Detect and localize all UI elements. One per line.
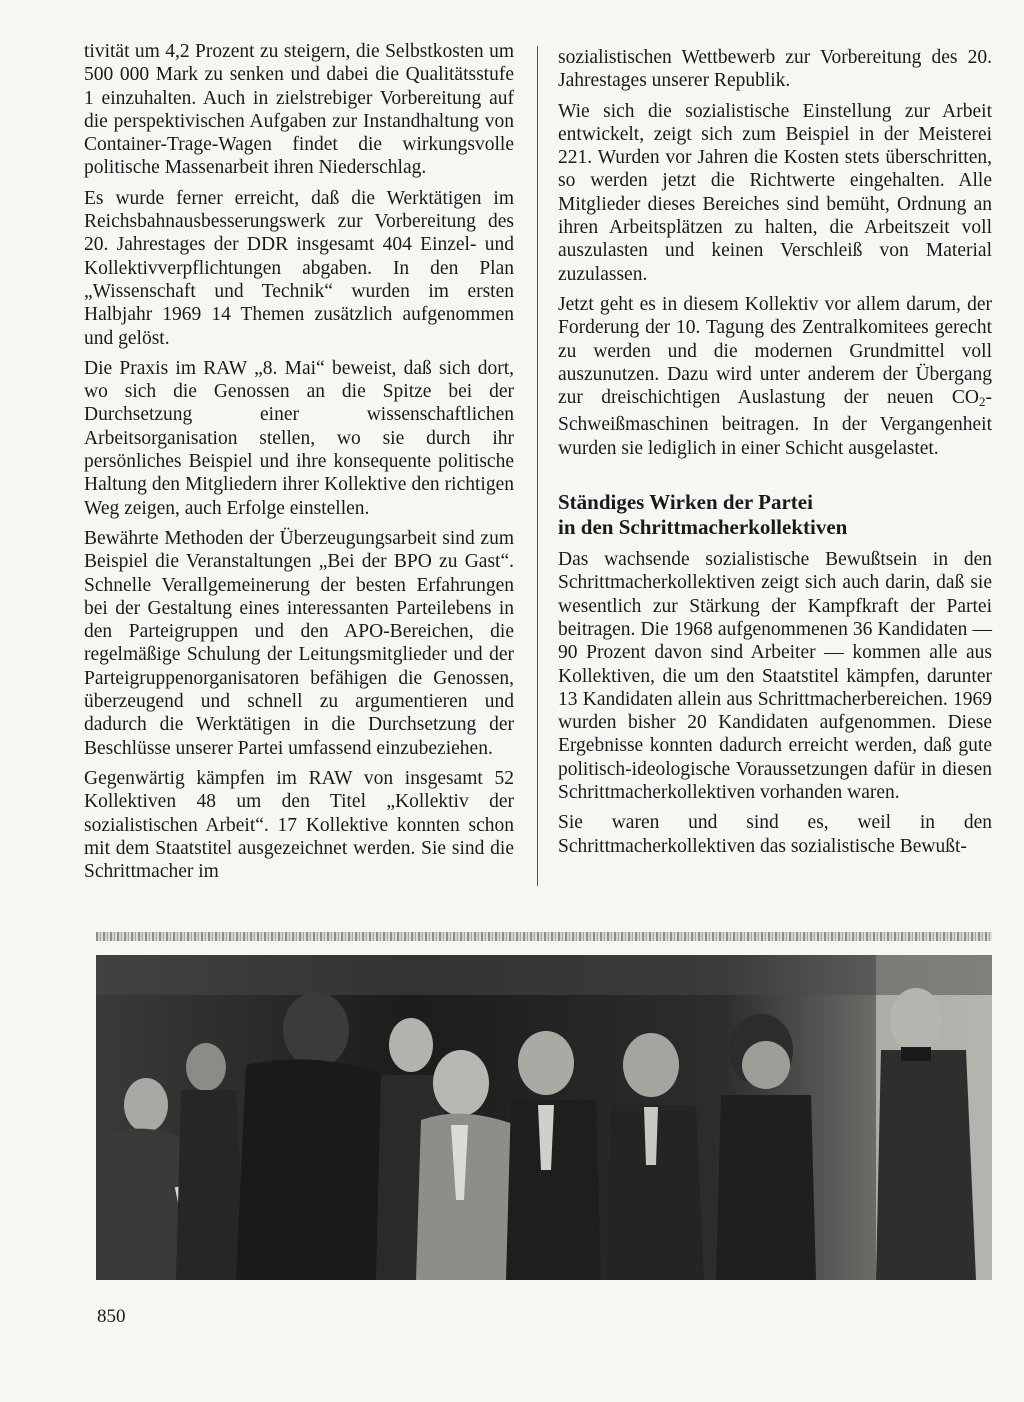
left-paragraph-3: Die Praxis im RAW „8. Mai“ beweist, daß sich dort, wo sich die Genossen an die Spitze bei der Durchsetzung einer wissenschaftlichen Arbeitsorganisation stellen, wo sie durch ihr persönliches Beispiel und ihre konsequente politische Haltung den Mitgliedern ihrer Kollektive den richtigen Weg zeigen, auch Erfolge einstellen. bbox=[84, 357, 514, 519]
left-paragraph-2: Es wurde ferner erreicht, daß die Werktätigen im Reichsbahnausbesserungswerk zur Vorbereitung des 20. Jahrestages der DDR insgesamt 404 Einzel- und Kollektivverpflichtungen abgaben. In den Plan „Wissenschaft und Technik“ wurden im ersten Halbjahr 1969 14 Themen zusätzlich aufgenommen und gelöst. bbox=[84, 187, 514, 349]
group-photo-illustration bbox=[96, 955, 992, 1280]
section-heading-line-1: Ständiges Wirken der Partei bbox=[558, 490, 813, 515]
left-paragraph-1: tivität um 4,2 Prozent zu steigern, die Selbstkosten um 500 000 Mark zu senken und dabei die Qualitätsstufe 1 einzuhalten. Auch in zielstrebiger Vorbereitung auf die perspektivischen Aufgaben zur Instandhaltung von Container-Trage-Wagen findet die wirkungsvolle politische Massenarbeit ihren Niederschlag. bbox=[84, 41, 514, 179]
right-paragraph-1: sozialistischen Wettbewerb zur Vorbereitung des 20. Jahrestages unserer Republik. bbox=[558, 47, 992, 92]
right-paragraph-3-text-a: Jetzt geht es in diesem Kollektiv vor allem darum, der Forderung der 10. Tagung des Zentralkomitees gerecht zu werden und die modernen Grundmittel voll auszunutzen. Dazu wird unter anderem der Übergang zur dreischichtigen Auslastung der neuen CO bbox=[558, 293, 992, 409]
group-photo bbox=[96, 955, 992, 1280]
right-paragraph-2: Wie sich die sozialistische Einstellung zur Arbeit entwickelt, zeigt sich zum Beispiel in der Meisterei 221. Wurden vor Jahren die Kosten stets überschritten, so werden jetzt die Richtwerte eingehalten. Alle Mitglieder dieses Bereiches sind bemüht, Ordnung an ihren Arbeitsplätzen zu halten, die Arbeitszeit voll auszulasten und keinen Verschleiß von Material zuzulassen. bbox=[558, 100, 992, 285]
page-number: 850 bbox=[97, 1306, 126, 1327]
left-paragraph-4: Bewährte Methoden der Überzeugungsarbeit sind zum Beispiel die Veranstaltungen „Bei der BPO zu Gast“. Schnelle Verallgemeinerung der besten Erfahrungen bei der Gestaltung eines interessanten Parteilebens in den Parteigruppen und den APO-Bereichen, die regelmäßige Schulung der Leitungsmitglieder und der Parteigruppenorganisatoren befähigen die Genossen, überzeugend und schnell zu argumentieren und dadurch die Werktätigen in die Durchsetzung der Beschlüsse unserer Partei umfassend einzubeziehen. bbox=[84, 527, 514, 759]
section-heading-line-2: in den Schrittmacherkollektiven bbox=[558, 515, 848, 540]
decorative-rule-band bbox=[96, 932, 992, 941]
right-paragraph-5: Sie waren und sind es, weil in den Schrittmacherkollektiven das sozialistische Bewußt- bbox=[558, 812, 992, 857]
column-divider bbox=[537, 46, 538, 886]
section-heading bbox=[558, 490, 992, 540]
right-column bbox=[558, 46, 992, 865]
co2-subscript: 2 bbox=[979, 394, 986, 410]
left-paragraph-5: Gegenwärtig kämpfen im RAW von insgesamt 52 Kollektiven 48 um den Titel „Kollektiv der sozialistischen Arbeit“. 17 Kollektive konnten schon mit dem Staatstitel ausgezeichnet werden. Sie sind die Schrittmacher im bbox=[84, 767, 514, 883]
right-paragraph-3 bbox=[558, 293, 992, 460]
left-column bbox=[84, 40, 514, 890]
right-paragraph-3-text-b: -Schweißmaschinen beitragen. In der Vergangenheit wurden sie lediglich in einer Schicht ausgelastet. bbox=[558, 387, 992, 459]
right-paragraph-4: Das wachsende sozialistische Bewußtsein in den Schrittmacherkollektiven zeigt sich auch darin, daß sie wesentlich zur Stärkung der Kampfkraft der Partei beitragen. Die 1968 aufgenommenen 36 Kandidaten — 90 Prozent davon sind Arbeiter — kommen alle aus Kollektiven, die um den Staatstitel kämpfen, darunter 13 Kandidaten allein aus Schrittmacherbereichen. 1969 wurden bisher 20 Kandidaten aufgenommen. Diese Ergebnisse konnten dadurch erreicht werden, daß gute politisch-ideologische Voraussetzungen dafür in diesen Schrittmacherkollektiven vorhanden waren. bbox=[558, 549, 992, 804]
